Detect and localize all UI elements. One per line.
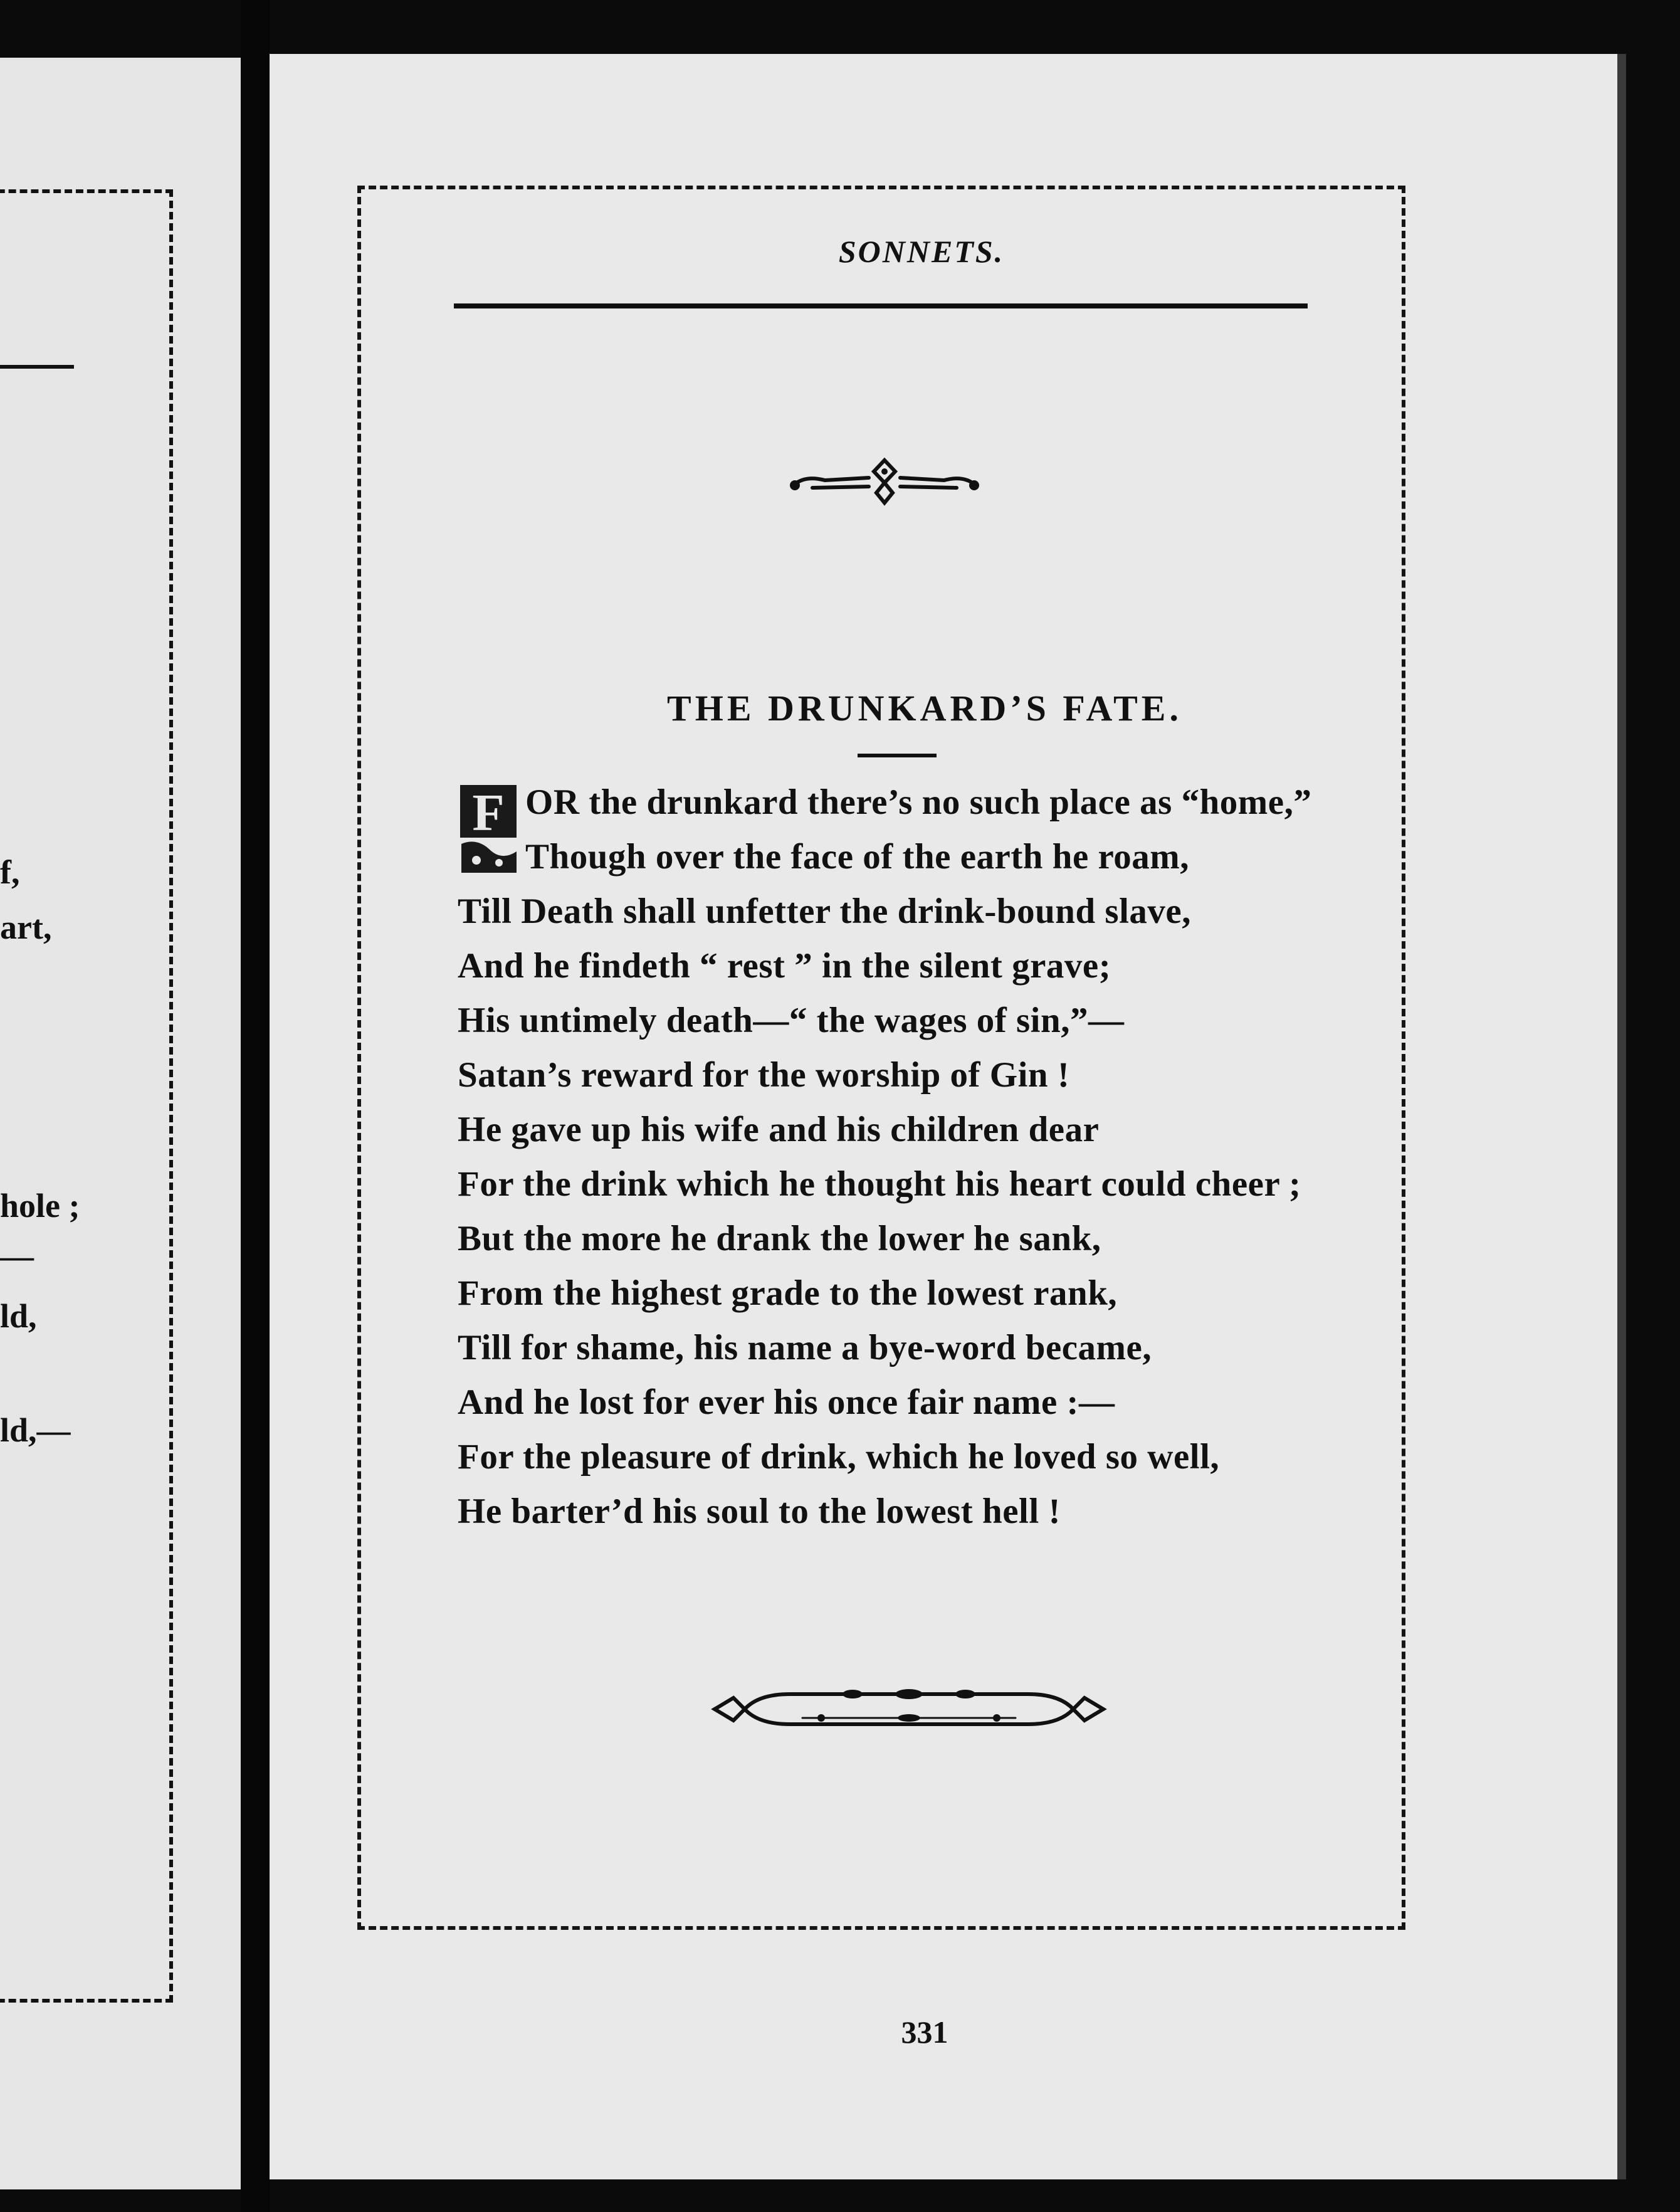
drop-cap-letter: F <box>472 784 505 842</box>
poem-line: Till for shame, his name a bye-word became, <box>458 1328 1152 1367</box>
page-number: 331 <box>901 2014 948 2050</box>
top-ornament-icon <box>787 453 982 509</box>
drop-cap-icon <box>458 781 520 875</box>
main-page <box>270 54 1626 2179</box>
poem-line: For the drink which he thought his heart could cheer ; <box>458 1164 1301 1204</box>
left-text-fragment: ld,— <box>0 1411 71 1449</box>
poem-line: His untimely death—“ the wages of sin,”— <box>458 1001 1125 1040</box>
bottom-ornament-icon <box>708 1680 1110 1737</box>
left-header-rule <box>0 365 74 369</box>
poem-line: For the pleasure of drink, which he loved so well, <box>458 1437 1220 1477</box>
poem-line: From the highest grade to the lowest rank, <box>458 1273 1118 1313</box>
poem-line: And he lost for ever his once fair name :— <box>458 1382 1115 1422</box>
left-text-fragment: ld, <box>0 1297 37 1335</box>
left-text-fragment: f, <box>0 853 20 891</box>
left-text-fragment: art, <box>0 908 52 946</box>
running-header: SONNETS. <box>838 234 1005 269</box>
poem-title: THE DRUNKARD’S FATE. <box>667 688 1182 729</box>
left-facing-page <box>0 58 244 2189</box>
left-text-fragment: — <box>0 1237 34 1275</box>
poem-line: Satan’s reward for the worship of Gin ! <box>458 1055 1070 1095</box>
poem-line: Though over the face of the earth he roam, <box>525 837 1189 877</box>
poem-body <box>458 775 1461 1539</box>
poem-line: He barter’d his soul to the lowest hell ! <box>458 1492 1061 1531</box>
header-rule <box>454 303 1308 308</box>
left-page-border <box>0 189 173 2003</box>
poem-line: OR the drunkard there’s no such place as “home,” <box>525 782 1312 822</box>
poem-line: And he findeth “ rest ” in the silent grave; <box>458 946 1111 986</box>
book-gutter <box>241 0 270 2212</box>
poem-line: He gave up his wife and his children dear <box>458 1110 1100 1149</box>
poem-line: But the more he drank the lower he sank, <box>458 1219 1101 1258</box>
poem-line: Till Death shall unfetter the drink-bound slave, <box>458 892 1191 931</box>
left-text-fragment: hole ; <box>0 1187 80 1224</box>
title-rule <box>858 754 937 757</box>
